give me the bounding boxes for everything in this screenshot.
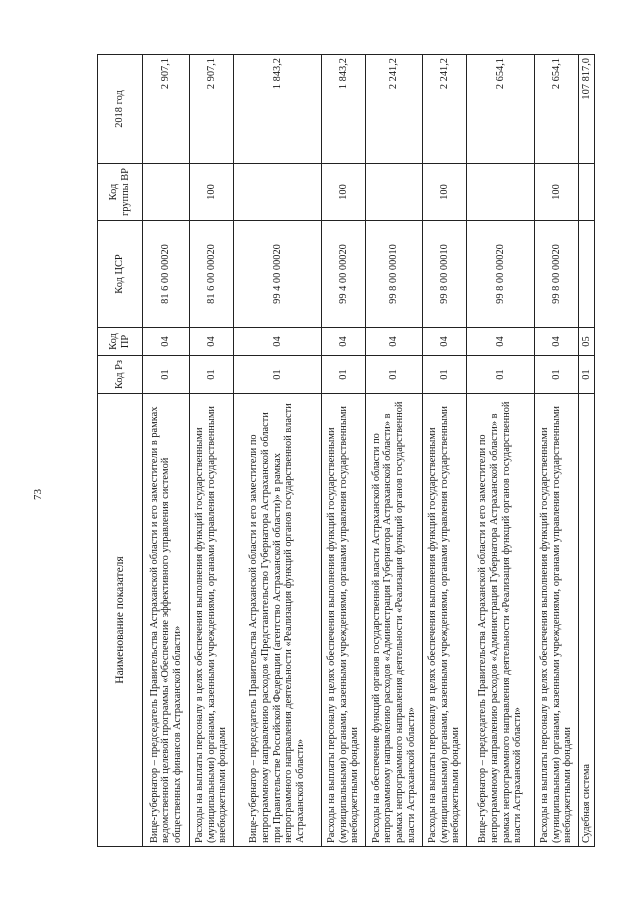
rotated-table-wrapper (97, 55, 592, 847)
row-rz: 01 (143, 356, 190, 394)
table-row (423, 55, 467, 847)
table-row (467, 55, 535, 847)
row-vr (579, 164, 595, 221)
row-vr: 100 (423, 164, 467, 221)
row-rz: 01 (467, 356, 535, 394)
row-vr: 100 (322, 164, 366, 221)
row-amount: 1 843,2 (234, 55, 322, 164)
row-pr: 04 (190, 328, 234, 356)
row-csr: 99 8 00 00010 (423, 221, 467, 328)
row-name: Расходы на обеспечение функций органов государственной власти Астраханской области по непрограммному направлению расходов «Администрация Губернатора Астраханской области» в рамках непрограммного направления деятельности «Реализация функций органов государственной власти Астраханской области» (366, 394, 423, 847)
header-rz: Код Рз (98, 356, 143, 394)
row-vr (366, 164, 423, 221)
row-name: Расходы на выплаты персоналу в целях обеспечения выполнения функций государственными (муниципальными) органами, казенными учреждениями, органами управления государственными внебюджетными фондами (535, 394, 579, 847)
row-name: Расходы на выплаты персоналу в целях обеспечения выполнения функций государственными (муниципальными) органами, казенными учреждениями, органами управления государственными внебюджетными фондами (190, 394, 234, 847)
table-row (234, 55, 322, 847)
row-name: Судебная система (579, 394, 595, 847)
row-csr: 99 4 00 00020 (234, 221, 322, 328)
row-amount: 2 241,2 (423, 55, 467, 164)
row-amount: 107 817,0 (579, 55, 595, 164)
row-pr: 05 (579, 328, 595, 356)
row-rz: 01 (579, 356, 595, 394)
row-vr (234, 164, 322, 221)
header-vr: Код группы ВР (98, 164, 143, 221)
header-name: Наименование показателя (98, 394, 143, 847)
row-csr: 99 4 00 00020 (322, 221, 366, 328)
row-vr (143, 164, 190, 221)
row-name: Вице-губернатор – председатель Правительства Астраханской области и его заместители по непрограммному направлению расходов «Администрация Губернатора Астраханской области» в рамках непрограммного направления деятельности «Реализация функций органов государственной власти Астраханской области» (467, 394, 535, 847)
row-vr: 100 (535, 164, 579, 221)
table-row (322, 55, 366, 847)
row-rz: 01 (322, 356, 366, 394)
row-rz: 01 (423, 356, 467, 394)
row-vr (467, 164, 535, 221)
row-csr: 99 8 00 00020 (535, 221, 579, 328)
row-csr (579, 221, 595, 328)
row-pr: 04 (143, 328, 190, 356)
table-header-row (98, 55, 143, 847)
row-amount: 2 907,1 (143, 55, 190, 164)
table-row (535, 55, 579, 847)
table-row (143, 55, 190, 847)
row-rz: 01 (535, 356, 579, 394)
header-csr: Код ЦСР (98, 221, 143, 328)
row-name: Вице-губернатор – председатель Правительства Астраханской области и его заместители по непрограммному направлению расходов «Представительство Губернатора Астраханской области при Правительстве Российской Федерации (агентство Астраханской области)» в рамках непрограммного направления деятельности «Реализация функций органов государственной власти Астраханской области» (234, 394, 322, 847)
row-pr: 04 (467, 328, 535, 356)
table-row (366, 55, 423, 847)
row-pr: 04 (423, 328, 467, 356)
row-name: Расходы на выплаты персоналу в целях обеспечения выполнения функций государственными (муниципальными) органами, казенными учреждениями, органами управления государственными внебюджетными фондами (322, 394, 366, 847)
row-vr: 100 (190, 164, 234, 221)
row-csr: 99 8 00 00010 (366, 221, 423, 328)
table-row (190, 55, 234, 847)
row-pr: 04 (322, 328, 366, 356)
header-pr: Код ПР (98, 328, 143, 356)
row-rz: 01 (366, 356, 423, 394)
page-number: 73 (32, 489, 44, 500)
budget-table (97, 54, 595, 847)
row-name: Расходы на выплаты персоналу в целях обеспечения выполнения функций государственными (муниципальными) органами, казенными учреждениями, органами управления государственными внебюджетными фондами (423, 394, 467, 847)
table-row (579, 55, 595, 847)
row-name: Вице-губернатор – председатель Правительства Астраханской области и его заместители в рамках ведомственной целевой программы «Обеспечение эффективного управления системой общественных финансов Астраханской области» (143, 394, 190, 847)
row-csr: 81 6 00 00020 (190, 221, 234, 328)
row-pr: 04 (535, 328, 579, 356)
row-pr: 04 (366, 328, 423, 356)
row-pr: 04 (234, 328, 322, 356)
row-rz: 01 (190, 356, 234, 394)
row-amount: 2 907,1 (190, 55, 234, 164)
header-year: 2018 год (98, 55, 143, 164)
row-rz: 01 (234, 356, 322, 394)
row-amount: 2 654,1 (467, 55, 535, 164)
row-csr: 81 6 00 00020 (143, 221, 190, 328)
row-amount: 2 654,1 (535, 55, 579, 164)
row-amount: 2 241,2 (366, 55, 423, 164)
row-csr: 99 8 00 00020 (467, 221, 535, 328)
row-amount: 1 843,2 (322, 55, 366, 164)
